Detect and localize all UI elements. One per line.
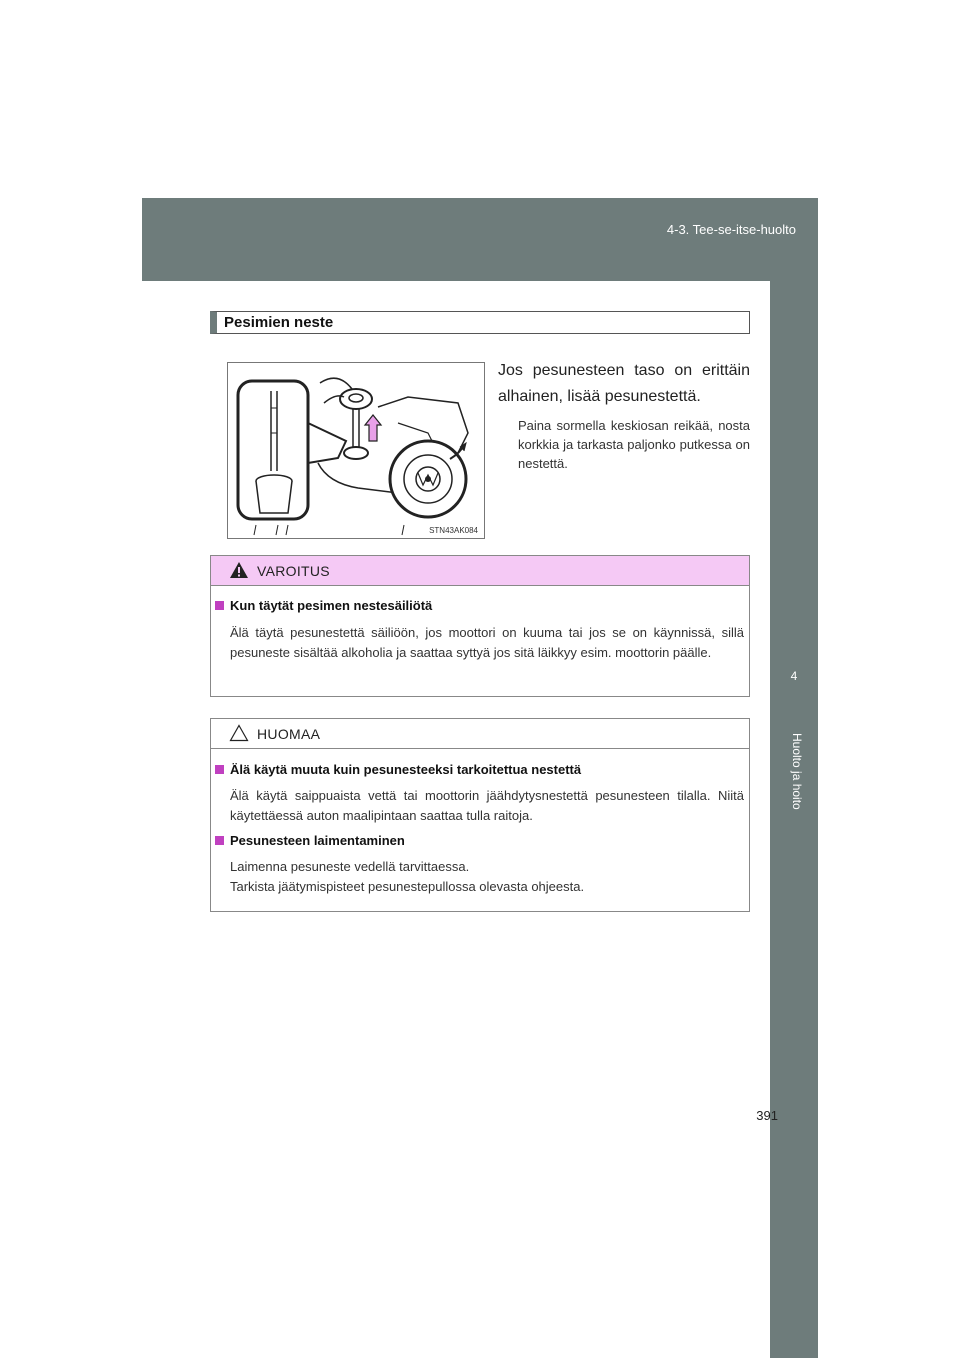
chapter-label: Huolto ja hoito bbox=[790, 733, 804, 810]
side-band-upper bbox=[770, 281, 818, 655]
washer-tank-drawing bbox=[228, 363, 484, 538]
warning-item-body: Älä täytä pesunestettä säiliöön, jos moottori on kuuma tai jos se on käynnissä, sillä pesuneste sisältää alkoholia ja saattaa syttyä jos sitä läikkyy esim. moottorin päälle. bbox=[230, 625, 744, 660]
notice-item-body-line2: Tarkista jäätymispisteet pesunestepullossa olevasta ohjeesta. bbox=[230, 879, 585, 894]
figure-code: STN43AK084 bbox=[429, 526, 478, 535]
header-band bbox=[142, 198, 818, 281]
section-intro: Jos pesunesteen taso on erittäin alhainen, lisää pesunestettä. bbox=[498, 362, 750, 405]
warning-box bbox=[210, 555, 750, 697]
notice-box bbox=[210, 718, 750, 912]
warning-item-title: Kun täytät pesimen nestesäiliötä bbox=[211, 598, 432, 613]
warning-title: VAROITUS bbox=[257, 563, 330, 579]
notice-item-body-line1: Laimenna pesuneste vedellä tarvittaessa. bbox=[230, 859, 470, 874]
header-section-title: 4-3. Tee-se-itse-huolto bbox=[666, 222, 796, 237]
chapter-tab[interactable] bbox=[770, 655, 818, 725]
section-title: Pesimien neste bbox=[210, 311, 750, 334]
notice-title: HUOMAA bbox=[257, 726, 321, 742]
notice-item-title: Pesunesteen laimentaminen bbox=[211, 833, 405, 848]
notice-item-title: Älä käytä muuta kuin pesunesteeksi tarkoitettua nestettä bbox=[211, 762, 581, 777]
bullet-square-icon bbox=[215, 601, 224, 610]
page-number: 391 bbox=[756, 1108, 778, 1123]
warning-triangle-icon bbox=[229, 561, 249, 579]
bullet-square-icon bbox=[215, 765, 224, 774]
warning-header bbox=[211, 556, 749, 586]
section-detail: Paina sormella keskiosan reikää, nosta korkkia ja tarkasta paljonko putkessa on nestettä. bbox=[518, 418, 750, 471]
bullet-square-icon bbox=[215, 836, 224, 845]
washer-fluid-illustration bbox=[227, 362, 485, 539]
notice-item-body: Älä käytä saippuaista vettä tai moottorin jäähdytysnestettä pesunesteen tilalla. Niitä käytettäessä auton maalipintaan saattaa tulla raitoja. bbox=[230, 788, 744, 823]
chapter-number: 4 bbox=[790, 669, 798, 683]
lift-arrow-icon bbox=[365, 415, 381, 441]
caution-triangle-icon bbox=[229, 724, 249, 742]
notice-header bbox=[211, 719, 749, 749]
